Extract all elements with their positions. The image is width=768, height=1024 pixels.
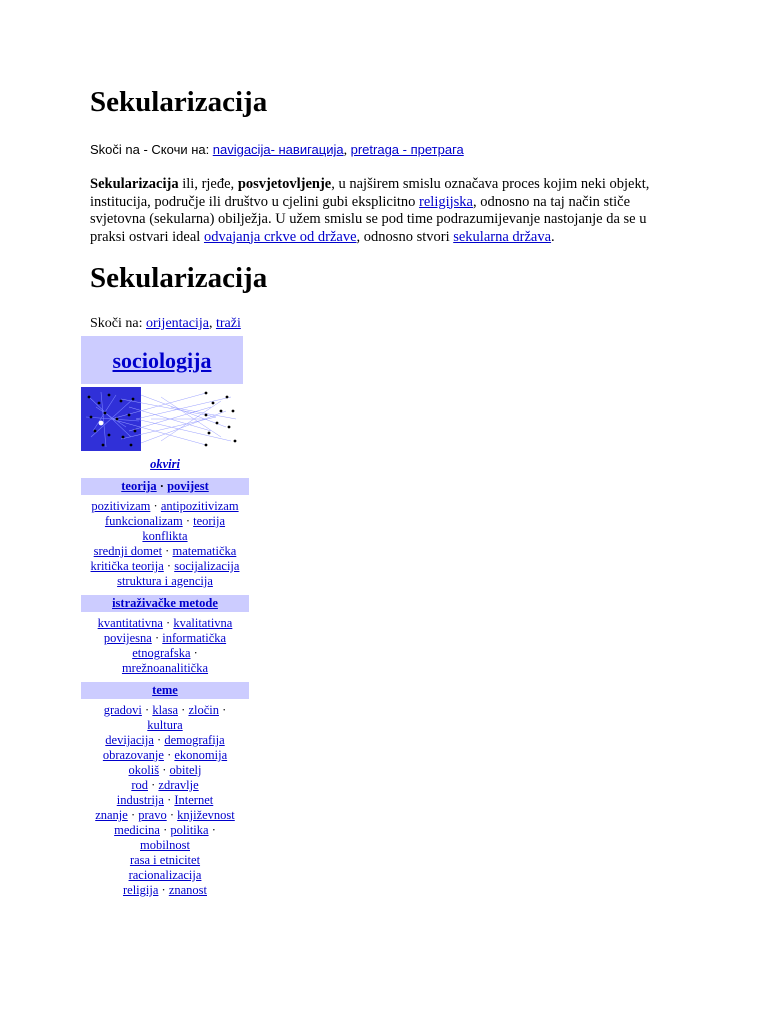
infobox-topic-link[interactable]: politika	[170, 823, 209, 837]
sociology-infobox	[81, 336, 249, 898]
separator-dot: ·	[153, 733, 165, 747]
infobox-row	[83, 883, 247, 898]
infobox-row	[83, 733, 247, 748]
separator-dot: ·	[158, 883, 169, 897]
infobox-title-cell	[81, 336, 243, 384]
infobox-topic-link[interactable]: Internet	[174, 793, 214, 807]
separator-dot: ·	[182, 514, 194, 528]
infobox-topic-link[interactable]: ekonomija	[174, 748, 228, 762]
infobox-topic-link[interactable]: kvalitativna	[173, 616, 233, 630]
infobox-topic-link[interactable]: znanost	[168, 883, 207, 897]
infobox-sections	[81, 478, 249, 898]
infobox-section-header	[81, 682, 249, 699]
infobox-section-header	[81, 478, 249, 495]
separator-dot: ·	[208, 823, 216, 837]
term-posvjetovljenje: posvjetovljenje	[237, 176, 332, 192]
intro-text: , u najširem smislu označava proces kojim neki objekt, institucija, područje ili društvo u cjelini gubi eksplicitno	[90, 176, 650, 210]
intro-text: , odnosno na taj način stiče svjetovna (sekularna) obilježja. U užem smislu se pod time podrazumijevanje nastojanje da se u praksi ostvari ideal	[90, 193, 647, 245]
infobox-topic-link[interactable]: funkcionalizam	[104, 514, 183, 528]
infobox-row	[83, 778, 247, 793]
infobox-row	[83, 514, 247, 529]
infobox-topic-link[interactable]: pravo	[138, 808, 167, 822]
religijska-link[interactable]: religijska	[419, 193, 473, 210]
section-header-link[interactable]: teorija	[121, 479, 157, 493]
infobox-topic-link[interactable]: kvantitativna	[97, 616, 163, 630]
intro-paragraph	[90, 176, 680, 246]
infobox-topic-link[interactable]: racionalizacija	[128, 868, 202, 882]
section-header-link[interactable]: povijest	[167, 479, 209, 493]
infobox-title-link[interactable]: sociologija	[112, 347, 212, 373]
section-header-link[interactable]: istraživačke metode	[112, 596, 218, 610]
infobox-row	[83, 868, 247, 883]
infobox-row	[83, 853, 247, 868]
separator-dot: ·	[141, 703, 153, 717]
infobox-topic-link[interactable]: mrežnoanalitička	[121, 661, 209, 675]
jump-search-link[interactable]: pretraga - претрага	[350, 142, 464, 157]
infobox-topic-link[interactable]: srednji domet	[93, 544, 163, 558]
infobox-row	[83, 703, 247, 718]
infobox-topic-link[interactable]: književnost	[177, 808, 235, 822]
separator-dot: ·	[163, 793, 175, 807]
infobox-topic-link[interactable]: zločin	[188, 703, 219, 717]
jump-to-line: Skoči na - Скочи на: navigacija- навигација, pretraga - претрага	[90, 142, 464, 158]
infobox-row	[83, 793, 247, 808]
infobox-row	[83, 808, 247, 823]
separator-dot: ·	[162, 616, 174, 630]
separator-dot: ·	[178, 703, 189, 717]
separator-dot: ·	[147, 778, 159, 792]
infobox-row	[83, 574, 247, 589]
infobox-row	[83, 544, 247, 559]
infobox-topic-link[interactable]: obrazovanje	[102, 748, 164, 762]
jump-orientation-link[interactable]: orijentacija	[146, 316, 209, 331]
infobox-okviri	[81, 457, 249, 472]
infobox-row	[83, 631, 247, 646]
infobox-topic-link[interactable]: demografija	[164, 733, 225, 747]
infobox-topic-link[interactable]: povijesna	[103, 631, 152, 645]
intro-text: .	[551, 228, 555, 245]
infobox-topic-link[interactable]: kritička teorija	[90, 559, 164, 573]
separator-dot: ·	[151, 631, 163, 645]
separator-dot: ·	[156, 479, 168, 493]
infobox-topic-link[interactable]: zdravlje	[158, 778, 199, 792]
infobox-topic-link[interactable]: gradovi	[103, 703, 142, 717]
intro-text: , odnosno stvori	[356, 228, 454, 245]
infobox-row	[83, 529, 247, 544]
infobox-link-list	[81, 499, 249, 589]
jump-prefix-2: Skoči na:	[90, 316, 143, 331]
section-title: Sekularizacija	[90, 262, 268, 294]
separator-dot: ·	[166, 808, 178, 822]
separator-dot: ·	[190, 646, 198, 660]
infobox-topic-link[interactable]: konflikta	[142, 529, 188, 543]
infobox-row	[83, 748, 247, 763]
network-graph-image	[81, 387, 243, 451]
infobox-topic-link[interactable]: struktura i agencija	[117, 574, 213, 588]
infobox-topic-link[interactable]: rasa i etnicitet	[129, 853, 201, 867]
separator-dot: ·	[159, 763, 170, 777]
infobox-topic-link[interactable]: matematička	[172, 544, 237, 558]
infobox-topic-link[interactable]: etnografska	[132, 646, 191, 660]
jump-search-link-2[interactable]: traži	[215, 316, 241, 331]
separator-dot: ·	[127, 808, 139, 822]
separator-dot: ·	[218, 703, 227, 717]
separator-dot: ·	[159, 823, 171, 837]
infobox-topic-link[interactable]: medicina	[114, 823, 160, 837]
infobox-row	[83, 838, 247, 853]
infobox-topic-link[interactable]: socijalizacija	[174, 559, 240, 573]
secular-state-link[interactable]: sekularna država	[453, 228, 552, 245]
infobox-row	[83, 646, 247, 661]
infobox-topic-link[interactable]: mobilnost	[139, 838, 190, 852]
infobox-topic-link[interactable]: pozitivizam	[91, 499, 151, 513]
separation-church-state-link[interactable]: odvajanja crkve od države	[203, 228, 357, 245]
infobox-topic-link[interactable]: devijacija	[105, 733, 154, 747]
infobox-section-header	[81, 595, 249, 612]
infobox-topic-link[interactable]: okoliš	[128, 763, 160, 777]
infobox-topic-link[interactable]: obitelj	[169, 763, 202, 777]
infobox-topic-link[interactable]: klasa	[152, 703, 179, 717]
infobox-row	[83, 718, 247, 733]
infobox-row	[83, 616, 247, 631]
jump-navigation-link[interactable]: navigacija- навигација	[212, 142, 344, 157]
infobox-topic-link[interactable]: kultura	[147, 718, 183, 732]
infobox-topic-link[interactable]: teorija	[193, 514, 226, 528]
separator-dot: ·	[163, 559, 175, 573]
separator-dot: ·	[163, 748, 175, 762]
infobox-row	[83, 661, 247, 676]
page-title: Sekularizacija	[90, 86, 268, 118]
infobox-topic-link[interactable]: informatička	[162, 631, 227, 645]
infobox-link-list	[81, 616, 249, 676]
infobox-topic-link[interactable]: antipozitivizam	[160, 499, 239, 513]
section-header-link[interactable]: teme	[152, 683, 178, 697]
infobox-topic-link[interactable]: znanje	[95, 808, 128, 822]
infobox-row	[83, 763, 247, 778]
intro-text: ili, rjeđe,	[178, 176, 238, 192]
jump-prefix: Skoči na - Скочи на:	[90, 142, 210, 157]
infobox-link-list	[81, 703, 249, 898]
okviri-link[interactable]: okviri	[150, 457, 180, 471]
infobox-topic-link[interactable]: industrija	[116, 793, 164, 807]
infobox-row	[83, 499, 247, 514]
infobox-topic-link[interactable]: rod	[131, 778, 148, 792]
infobox-row	[83, 823, 247, 838]
infobox-row	[83, 559, 247, 574]
term-sekularizacija: Sekularizacija	[90, 176, 179, 192]
jump-to-line-2: Skoči na: orijentacija, traži	[90, 316, 241, 331]
separator-dot: ·	[162, 544, 173, 558]
infobox-topic-link[interactable]: religija	[122, 883, 159, 897]
separator-dot: ·	[150, 499, 161, 513]
